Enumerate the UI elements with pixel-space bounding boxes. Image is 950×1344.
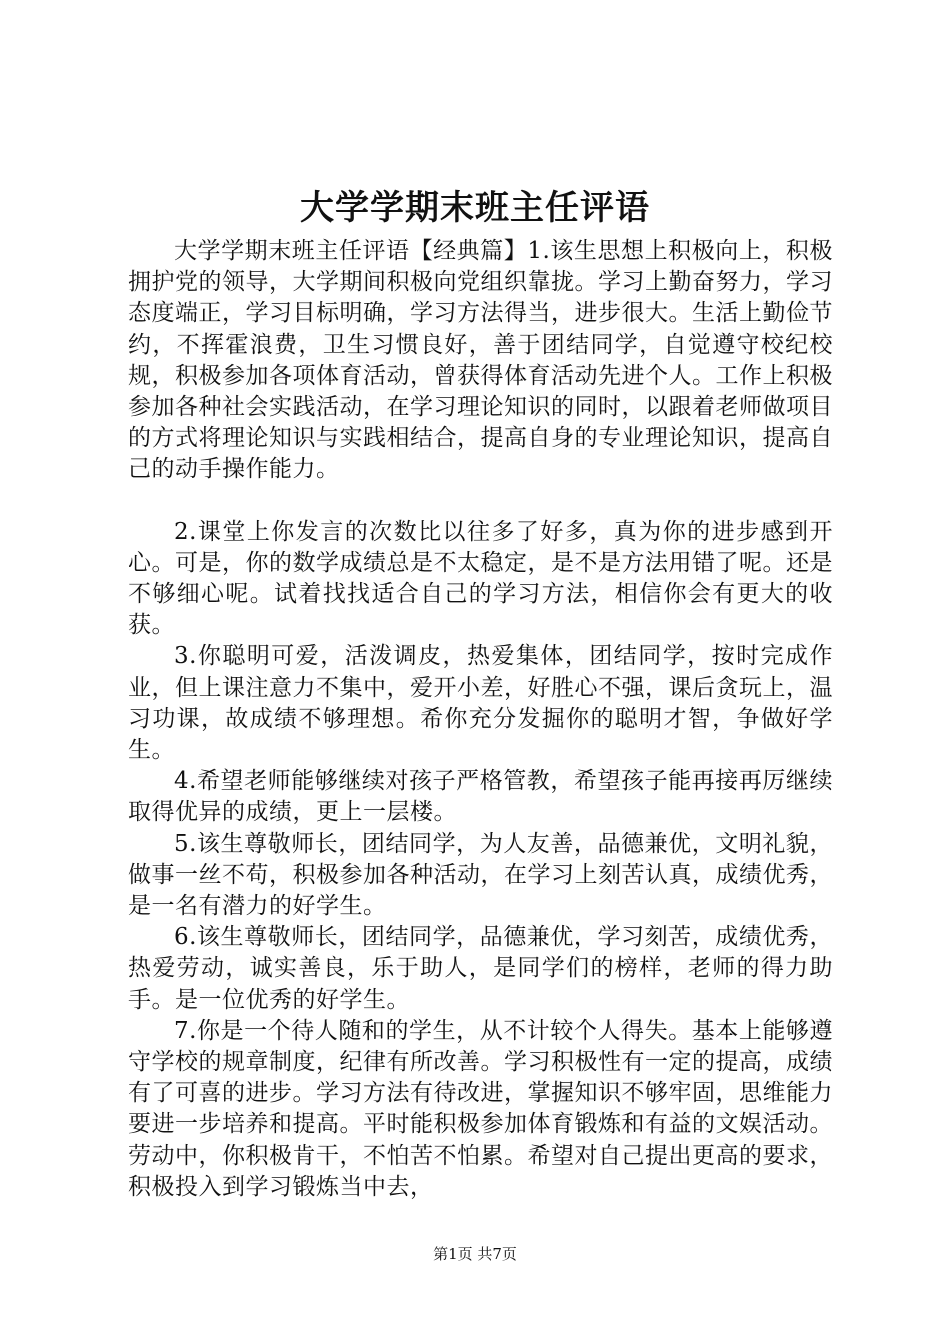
paragraph-6: 6.该生尊敬师长，团结同学，品德兼优，学习刻苦，成绩优秀，热爱劳动，诚实善良，乐于助人，是同学们的榜样，老师的得力助手。是一位优秀的好学生。 (128, 924, 833, 1013)
document-body (128, 236, 833, 1203)
paragraph-4: 4.希望老师能够继续对孩子严格管教，希望孩子能再接再厉继续取得优异的成绩，更上一层楼。 (128, 768, 833, 826)
page-number-footer: 第1页 共7页 (433, 1245, 517, 1263)
paragraph-2: 2.课堂上你发言的次数比以往多了好多，真为你的进步感到开心。可是，你的数学成绩总是不太稳定，是不是方法用错了呢。还是不够细心呢。试着找找适合自己的学习方法，相信你会有更大的收获。 (128, 518, 833, 639)
paragraph-5: 5.该生尊敬师长，团结同学，为人友善，品德兼优，文明礼貌，做事一丝不苟，积极参加各种活动，在学习上刻苦认真，成绩优秀，是一名有潜力的好学生。 (128, 830, 833, 920)
paragraph-3: 3.你聪明可爱，活泼调皮，热爱集体，团结同学，按时完成作业，但上课注意力不集中，爱开小差，好胜心不强，课后贪玩上，温习功课，故成绩不够理想。希你充分发掘你的聪明才智，争做好学生。 (128, 643, 833, 764)
document-title: 大学学期末班主任评语 (300, 188, 650, 228)
paragraph-7: 7.你是一个待人随和的学生，从不计较个人得失。基本上能够遵守学校的规章制度，纪律有所改善。学习积极性有一定的提高，成绩有了可喜的进步。学习方法有待改进，掌握知识不够牢固，思维能力要进一步培养和提高。平时能积极参加体育锻炼和有益的文娱活动。劳动中，你积极肯干，不怕苦不怕累。希望对自己提出更高的要求，积极投入到学习锻炼当中去， (128, 1017, 833, 1200)
paragraph-1: 大学学期末班主任评语【经典篇】1.该生思想上积极向上，积极拥护党的领导，大学期间积极向党组织靠拢。学习上勤奋努力，学习态度端正，学习目标明确，学习方法得当，进步很大。生活上勤俭节约，不挥霍浪费，卫生习惯良好，善于团结同学，自觉遵守校纪校规，积极参加各项体育活动，曾获得体育活动先进个人。工作上积极参加各种社会实践活动，在学习理论知识的同时，以跟着老师做项目的方式将理论知识与实践相结合，提高自身的专业理论知识，提高自己的动手操作能力。 (128, 238, 833, 483)
